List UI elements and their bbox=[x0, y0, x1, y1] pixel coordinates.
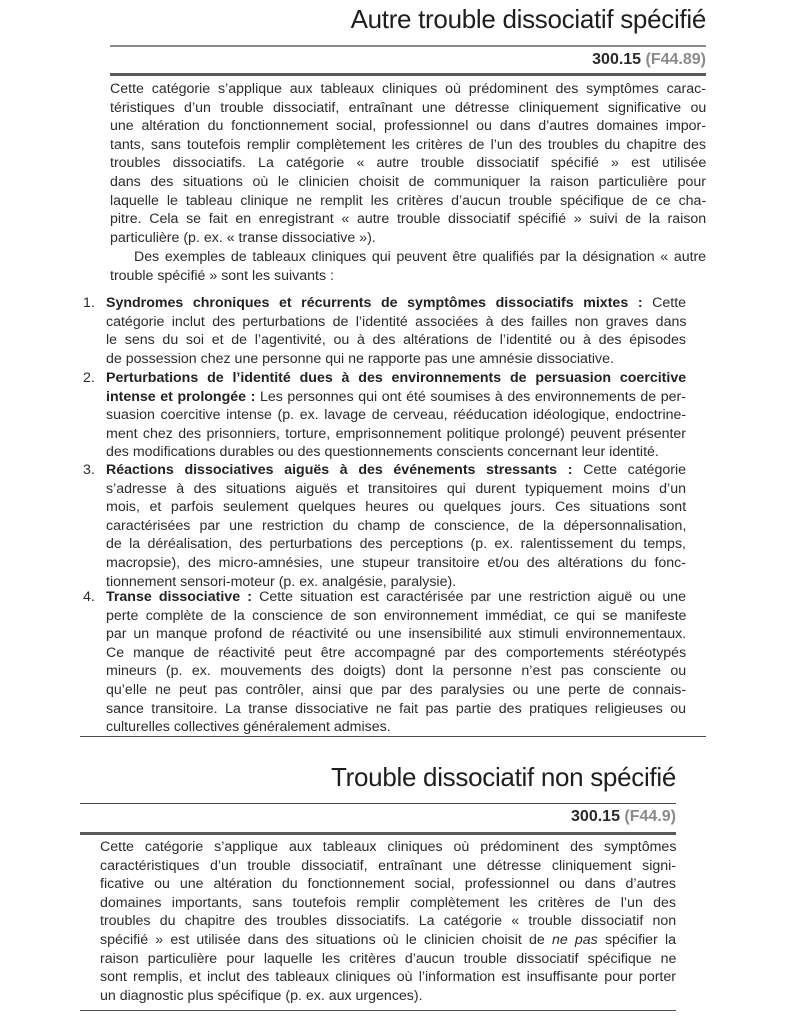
text-line: téristiques d’un trouble dissociatif, entraînant une détresse cliniquement significative ou bbox=[110, 99, 707, 116]
diagnostic-code bbox=[592, 51, 706, 69]
examples-paragraph bbox=[110, 248, 706, 285]
text-line: macropsie), des micro-amnésies, une stupeur transitoire et/ou des altérations du fonc- bbox=[106, 554, 686, 571]
section-title: Autre trouble dissociatif spécifié bbox=[350, 4, 706, 34]
text-line: le sens du soi et de l’agentivité, ou à des altérations de l’identité ou à des épisodes bbox=[106, 332, 686, 349]
text-line: de la déréalisation, des perturbations des perceptions (p. ex. ralentissement du temps, bbox=[106, 536, 686, 553]
text-line: des modifications durables ou des questionnements conscients concernant leur identité. bbox=[106, 444, 659, 461]
text-line: spécifié » est utilisée dans des situations où le clinicien choisit de ne pas spécifier la bbox=[100, 931, 676, 948]
item-heading: Syndromes chroniques et récurrents de symptômes dissociatifs mixtes : bbox=[106, 295, 643, 311]
text-line: catégorie inclut des perturbations de l’identité associées à des failles non graves dans bbox=[106, 313, 687, 330]
icd-code: (F44.9) bbox=[624, 808, 676, 825]
text-line: raison particulière pour laquelle les critères d’aucun trouble dissociatif spécifique ne bbox=[100, 950, 677, 967]
list-number: 1. bbox=[83, 295, 95, 311]
text-line: suasion coercitive intense (p. ex. lavage de cerveau, rééducation idéologique, endoctrine- bbox=[106, 407, 687, 424]
text-line: de possession chez une personne qui ne rapporte pas une amnésie dissociative. bbox=[106, 350, 614, 367]
text-line: par un manque profond de réactivité ou une insensibilité aux stimuli environnementaux. bbox=[106, 626, 687, 643]
text-line: sont remplis, et inclut des tableaux cliniques où l’information est insuffisante pour porter bbox=[100, 969, 676, 986]
item-heading: Perturbations de l’identité dues à des environnements de persuasion coercitive bbox=[106, 370, 687, 386]
text-line: s’adresse à des situations aiguës et transitoires qui durent typiquement moins d’un bbox=[106, 480, 686, 497]
text-line: Ce manque de réactivité peut être accompagné par des comportements stéréotypés bbox=[106, 644, 687, 661]
text-line: mois, et parfois seulement quelques heures ou quelques jours. Ces situations sont bbox=[106, 499, 687, 516]
text-line: mineurs (p. ex. mouvements des doigts) dont la personne n’est pas consciente ou bbox=[106, 663, 687, 680]
dsm-code: 300.15 bbox=[592, 51, 642, 68]
text-line: tants, sans toutefois remplir complètement les critères de l’un des troubles du chapitre des bbox=[110, 136, 706, 153]
diagnostic-code bbox=[571, 808, 676, 826]
code-rule bbox=[110, 73, 706, 76]
code-rule bbox=[80, 832, 676, 835]
text-line: ment chez des prisonniers, torture, emprisonnement politique prolongé) peuvent présenter bbox=[106, 425, 687, 442]
text-line: trouble spécifié » sont les suivants : bbox=[110, 267, 334, 284]
title-rule bbox=[80, 803, 676, 804]
text-line: laquelle le tableau clinique ne remplit les critères d’aucun trouble spécifique de ce cha- bbox=[110, 192, 707, 209]
item-heading: Réactions dissociatives aiguës à des événements stressants : bbox=[106, 462, 573, 478]
text-line: perte complète de la conscience de son environnement immédiat, ce qui se manifeste bbox=[106, 607, 687, 624]
item-heading-cont: intense et prolongée : bbox=[106, 388, 256, 405]
text-line: Les personnes qui ont été soumises à des environnements de per- bbox=[255, 388, 686, 405]
text-line: troubles dissociatifs. La catégorie « autre trouble dissociatif spécifié » est utilisée bbox=[110, 155, 707, 172]
text-line: Cette catégorie bbox=[572, 462, 686, 478]
text-line: Cette situation est caractérisée par une restriction aiguë ou une bbox=[251, 589, 686, 605]
text-line: qu’elle ne peut pas contrôler, ainsi que par des paralysies ou une perte de connais- bbox=[106, 681, 687, 698]
section-title: Trouble dissociatif non spécifié bbox=[331, 762, 676, 792]
text-line: ficative ou une altération du fonctionnement social, professionnel ou dans d’autres bbox=[100, 876, 676, 893]
unspecified-paragraph bbox=[100, 838, 676, 1005]
item-heading: Transe dissociative : bbox=[106, 589, 252, 605]
intro-paragraph bbox=[110, 80, 706, 247]
text-line: dans des situations où le clinicien choisit de communiquer la raison particulière pour bbox=[110, 173, 706, 190]
section-end-rule bbox=[80, 736, 706, 737]
list-number: 2. bbox=[83, 370, 95, 386]
text-line: Cette catégorie s’applique aux tableaux cliniques où prédominent des symptômes bbox=[100, 839, 677, 855]
text-line: Des exemples de tableaux cliniques qui peuvent être qualifiés par la désignation « autre bbox=[134, 249, 706, 265]
text-line: sance transitoire. La transe dissociative ne fait pas partie des pratiques religieuses ou bbox=[106, 700, 686, 717]
title-rule bbox=[110, 45, 706, 47]
text-line: troubles du chapitre des troubles dissociatifs. La catégorie « trouble dissociatif non bbox=[100, 913, 677, 930]
dsm-code: 300.15 bbox=[571, 808, 620, 825]
text-line: Cette bbox=[642, 295, 687, 311]
text-line: un diagnostic plus spécifique (p. ex. aux urgences). bbox=[100, 987, 423, 1004]
text-line: caractérisées par une restriction du champ de conscience, de la dépersonnalisation, bbox=[106, 517, 687, 534]
icd-code: (F44.89) bbox=[645, 51, 706, 68]
list-number: 4. bbox=[83, 589, 95, 605]
list-number: 3. bbox=[83, 462, 95, 478]
text-line: tionnement sensori-moteur (p. ex. analgésie, paralysie). bbox=[106, 573, 457, 590]
text-line: culturelles collectives généralement admises. bbox=[106, 719, 391, 736]
text-line: Cette catégorie s’applique aux tableaux cliniques où prédominent des symptômes carac- bbox=[110, 81, 706, 97]
text-line: particulière (p. ex. « transe dissociative »). bbox=[110, 229, 376, 246]
text-line: pitre. Cela se fait en enregistrant « autre trouble dissociatif spécifié » suivi de la raison bbox=[110, 211, 707, 228]
text-line: une altération du fonctionnement social, professionnel ou dans d’autres domaines impor- bbox=[110, 118, 706, 135]
emphasis: ne pas bbox=[551, 931, 598, 948]
text-line: domaines importants, sans toutefois remplir complètement les critères de l’un des bbox=[100, 894, 676, 911]
text-line: caractéristiques d’un trouble dissociatif, entraînant une détresse cliniquement signi- bbox=[100, 857, 676, 874]
section-end-rule bbox=[80, 1010, 676, 1011]
